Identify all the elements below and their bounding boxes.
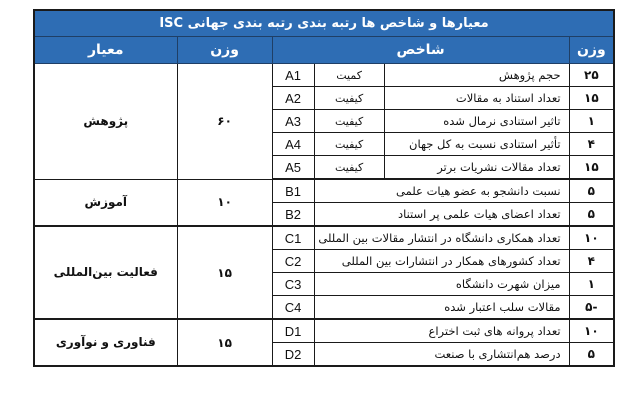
indicator-type: کیفیت bbox=[314, 110, 384, 133]
indicator-code: A5 bbox=[272, 156, 314, 180]
indicator-name: حجم پژوهش bbox=[384, 64, 569, 87]
indicator-weight: ۵ bbox=[569, 179, 614, 203]
indicator-name: تعداد اعضای هیات علمی پر استناد bbox=[314, 203, 569, 227]
table-row bbox=[34, 179, 614, 203]
indicator-name: تعداد همکاری دانشگاه در انتشار مقالات بین المللی bbox=[314, 226, 569, 250]
indicator-weight: ۴ bbox=[569, 133, 614, 156]
indicator-weight: ۵ bbox=[569, 203, 614, 227]
indicator-code: C2 bbox=[272, 250, 314, 273]
indicator-code: A2 bbox=[272, 87, 314, 110]
indicator-code: B1 bbox=[272, 179, 314, 203]
indicator-type: کمیت bbox=[314, 64, 384, 87]
table-row bbox=[34, 319, 614, 343]
indicator-name: تعداد مقالات نشریات برتر bbox=[384, 156, 569, 180]
criterion-name: آموزش bbox=[34, 179, 177, 226]
criterion-name: فعالیت بین‌المللی bbox=[34, 226, 177, 319]
isc-ranking-table bbox=[33, 9, 615, 367]
indicator-weight: ۱ bbox=[569, 273, 614, 296]
table-row bbox=[34, 226, 614, 250]
header-indicator-weight: وزن bbox=[569, 37, 614, 64]
criterion-weight: ۱۵ bbox=[177, 319, 272, 366]
indicator-weight: ۱۰ bbox=[569, 226, 614, 250]
indicator-name: تعداد استناد به مقالات bbox=[384, 87, 569, 110]
indicator-weight: ۱۵ bbox=[569, 87, 614, 110]
indicator-weight: ۲۵ bbox=[569, 64, 614, 87]
indicator-name: نسبت دانشجو به عضو هیات علمی bbox=[314, 179, 569, 203]
indicator-weight: ۱ bbox=[569, 110, 614, 133]
indicator-weight: -۵ bbox=[569, 296, 614, 320]
indicator-code: D1 bbox=[272, 319, 314, 343]
indicator-name: تعداد پروانه های ثبت اختراع bbox=[314, 319, 569, 343]
criterion-weight: ۱۵ bbox=[177, 226, 272, 319]
indicator-type: کیفیت bbox=[314, 87, 384, 110]
indicator-name: تعداد کشورهای همکار در انتشارات بین المللی bbox=[314, 250, 569, 273]
indicator-name: درصد هم‌انتشاری با صنعت bbox=[314, 343, 569, 367]
indicator-code: D2 bbox=[272, 343, 314, 367]
indicator-weight: ۱۵ bbox=[569, 156, 614, 180]
indicator-name: مقالات سلب اعتبار شده bbox=[314, 296, 569, 320]
indicator-code: B2 bbox=[272, 203, 314, 227]
header-criterion-weight: وزن bbox=[177, 37, 272, 64]
indicator-type: کیفیت bbox=[314, 133, 384, 156]
table-title: معیارها و شاخص ها رتبه بندی رتبه بندی جهانی ISC bbox=[34, 10, 614, 37]
indicator-code: A3 bbox=[272, 110, 314, 133]
criterion-weight: ۶۰ bbox=[177, 64, 272, 180]
criterion-weight: ۱۰ bbox=[177, 179, 272, 226]
indicator-weight: ۱۰ bbox=[569, 319, 614, 343]
indicator-code: C4 bbox=[272, 296, 314, 320]
table-row bbox=[34, 64, 614, 87]
indicator-name: تأثیر استنادی نسبت به کل جهان bbox=[384, 133, 569, 156]
indicator-code: A1 bbox=[272, 64, 314, 87]
indicator-type: کیفیت bbox=[314, 156, 384, 180]
criterion-name: پژوهش bbox=[34, 64, 177, 180]
header-indicator: شاخص bbox=[272, 37, 569, 64]
indicator-code: C1 bbox=[272, 226, 314, 250]
indicator-code: C3 bbox=[272, 273, 314, 296]
indicator-code: A4 bbox=[272, 133, 314, 156]
indicator-weight: ۵ bbox=[569, 343, 614, 367]
indicator-name: میزان شهرت دانشگاه bbox=[314, 273, 569, 296]
indicator-name: تاثیر استنادی نرمال شده bbox=[384, 110, 569, 133]
indicator-weight: ۴ bbox=[569, 250, 614, 273]
header-criterion: معیار bbox=[34, 37, 177, 64]
criterion-name: فناوری و نوآوری bbox=[34, 319, 177, 366]
